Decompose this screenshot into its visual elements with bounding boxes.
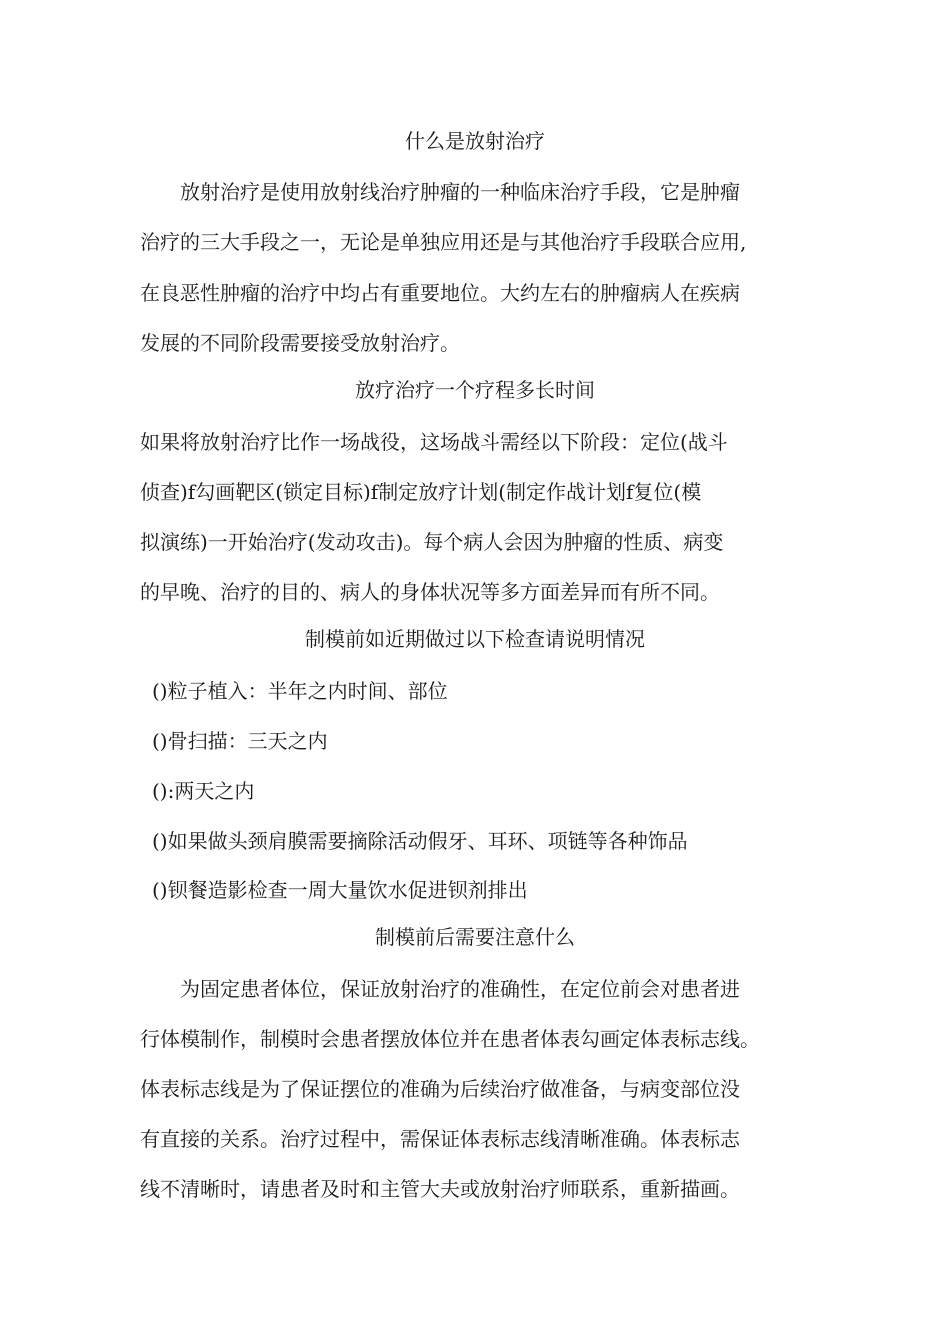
paragraph-line: 线不清晰时，请患者及时和主管大夫或放射治疗师联系，重新描画。 [140, 1177, 740, 1201]
paragraph-line: 的早晚、治疗的目的、病人的身体状况等多方面差异而有所不同。 [140, 580, 720, 604]
paragraph-line: 侦查)f勾画靶区(锁定目标)f制定放疗计划(制定作战计划f复位(模 [140, 480, 702, 504]
paragraph-line: 治疗的三大手段之一，无论是单独应用还是与其他治疗手段联合应用, [140, 230, 747, 254]
paragraph-line: 拟演练)一开始治疗(发动攻击)。每个病人会因为肿瘤的性质、病变 [140, 530, 724, 554]
paragraph-line: 放射治疗是使用放射线治疗肿瘤的一种临床治疗手段，它是肿瘤 [180, 180, 740, 204]
checklist-item: ():两天之内 [152, 779, 255, 803]
paragraph-line: 为固定患者体位，保证放射治疗的准确性，在定位前会对患者进 [180, 977, 740, 1001]
section-title-what-is-radiotherapy: 什么是放射治疗 [405, 129, 545, 153]
section-title-course-duration: 放疗治疗一个疗程多长时间 [355, 378, 595, 402]
paragraph-line: 体表标志线是为了保证摆位的准确为后续治疗做准备，与病变部位没 [140, 1077, 740, 1101]
section-title-pre-mold-checks: 制模前如近期做过以下检查请说明情况 [305, 627, 645, 651]
checklist-item: ()骨扫描：三天之内 [152, 729, 328, 753]
checklist-item: ()如果做头颈肩膜需要摘除活动假牙、耳环、项链等各种饰品 [152, 829, 688, 853]
section-title-mold-precautions: 制模前后需要注意什么 [375, 925, 575, 949]
paragraph-line: 发展的不同阶段需要接受放射治疗。 [140, 331, 460, 355]
checklist-item: ()钡餐造影检查一周大量饮水促进钡剂排出 [152, 878, 528, 902]
paragraph-line: 如果将放射治疗比作一场战役，这场战斗需经以下阶段：定位(战斗 [140, 430, 728, 454]
paragraph-line: 在良恶性肿瘤的治疗中均占有重要地位。大约左右的肿瘤病人在疾病 [140, 281, 740, 305]
paragraph-line: 有直接的关系。治疗过程中，需保证体表标志线清晰准确。体表标志 [140, 1127, 740, 1151]
checklist-item: ()粒子植入：半年之内时间、部位 [152, 679, 448, 703]
paragraph-line: 行体模制作，制模时会患者摆放体位并在患者体表勾画定体表标志线。 [140, 1027, 760, 1051]
